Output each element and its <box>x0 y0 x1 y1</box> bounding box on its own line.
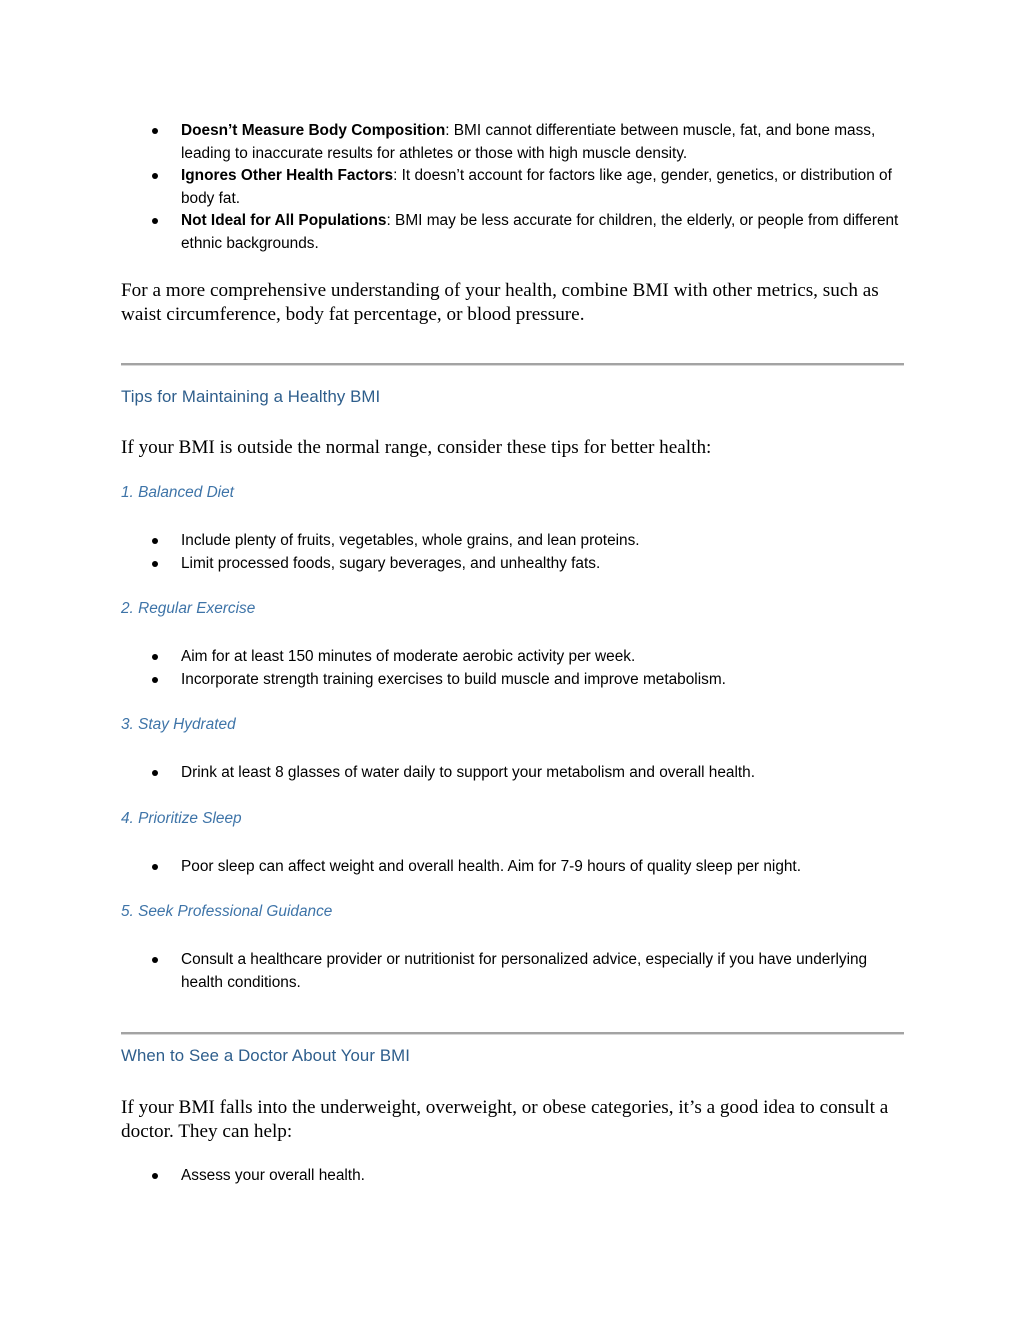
list-item <box>121 165 906 210</box>
list-item-text: : BMI may be less accurate for children, the elderly, or people from different ethnic backgrounds. <box>181 212 899 252</box>
tip-heading-professional-guidance: 5. Seek Professional Guidance <box>121 903 333 920</box>
section-divider <box>121 1032 904 1035</box>
regular-exercise-list <box>0 646 906 691</box>
list-item: Limit processed foods, sugary beverages, and unhealthy fats. <box>121 553 906 576</box>
tips-intro: If your BMI is outside the normal range, consider these tips for better health: <box>121 437 712 458</box>
list-item-text: : It doesn’t account for factors like age, gender, genetics, or distribution of body fat. <box>181 167 892 207</box>
list-item: Drink at least 8 glasses of water daily to support your metabolism and overall health. <box>121 762 906 785</box>
list-item-term: Ignores Other Health Factors <box>181 167 394 184</box>
comprehensive-paragraph: For a more comprehensive understanding of your health, combine BMI with other metrics, such as waist circumference, body fat percentage, or blood pressure. <box>121 280 879 325</box>
list-item: Include plenty of fruits, vegetables, whole grains, and lean proteins. <box>121 530 906 553</box>
list-item-text: : BMI cannot differentiate between muscle, fat, and bone mass, leading to inaccurate results for athletes or those with high muscle density. <box>181 122 876 162</box>
limitations-list <box>0 120 906 255</box>
doctor-heading: When to See a Doctor About Your BMI <box>121 1046 410 1065</box>
balanced-diet-list <box>0 530 906 575</box>
tips-heading: Tips for Maintaining a Healthy BMI <box>121 387 381 406</box>
tip-heading-balanced-diet: 1. Balanced Diet <box>121 484 234 501</box>
list-item: Aim for at least 150 minutes of moderate aerobic activity per week. <box>121 646 906 669</box>
doctor-help-list <box>0 1165 906 1188</box>
list-item <box>121 120 906 165</box>
list-item: Assess your overall health. <box>121 1165 906 1188</box>
tip-heading-regular-exercise: 2. Regular Exercise <box>121 600 256 617</box>
doctor-intro: If your BMI falls into the underweight, overweight, or obese categories, it’s a good idea to consult a doctor. They can help: <box>121 1097 889 1142</box>
list-item-term: Doesn’t Measure Body Composition <box>181 122 446 139</box>
list-item-term: Not Ideal for All Populations <box>181 212 387 229</box>
professional-guidance-list <box>0 949 906 994</box>
tip-heading-stay-hydrated: 3. Stay Hydrated <box>121 716 236 733</box>
prioritize-sleep-list <box>0 856 906 879</box>
list-item <box>121 210 906 255</box>
section-divider <box>121 363 904 366</box>
stay-hydrated-list <box>0 762 906 785</box>
list-item: Consult a healthcare provider or nutritionist for personalized advice, especially if you have underlying health conditions. <box>121 949 906 994</box>
tip-heading-prioritize-sleep: 4. Prioritize Sleep <box>121 810 242 827</box>
list-item: Poor sleep can affect weight and overall health. Aim for 7-9 hours of quality sleep per night. <box>121 856 906 879</box>
list-item: Incorporate strength training exercises to build muscle and improve metabolism. <box>121 669 906 692</box>
